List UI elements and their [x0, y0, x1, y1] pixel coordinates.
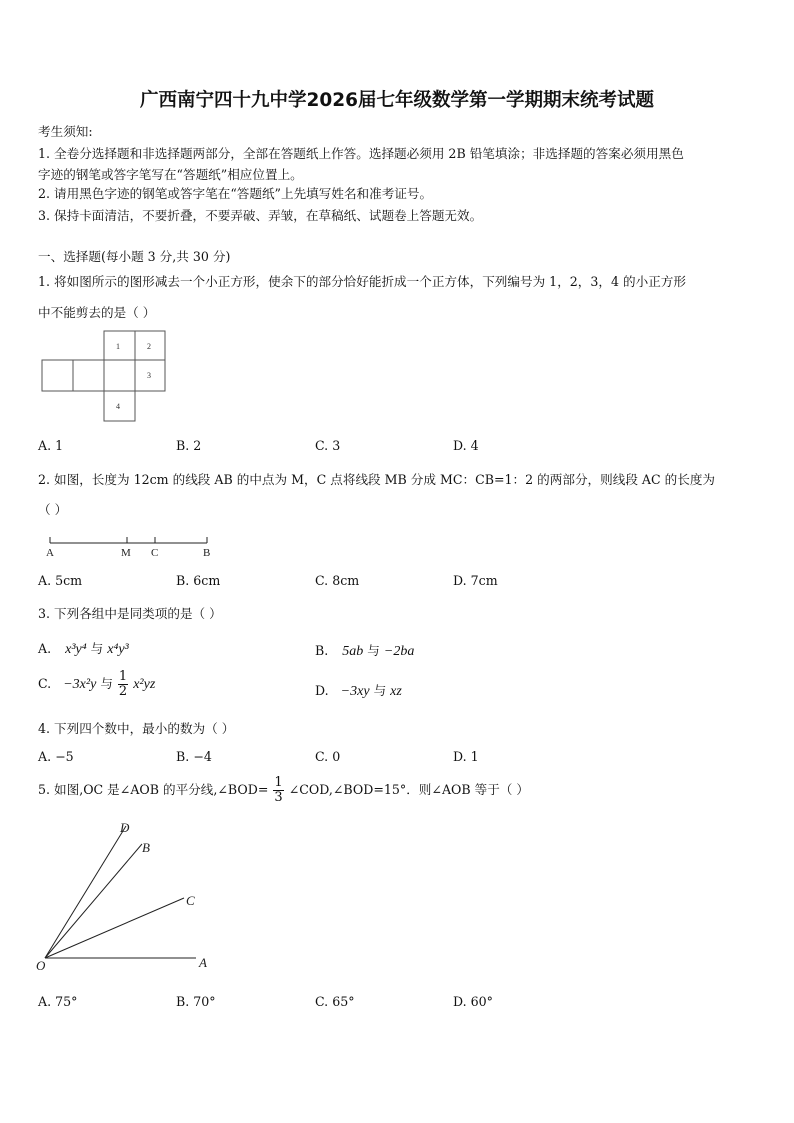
ray-ob — [45, 844, 142, 958]
q5-option-b: B. 70° — [176, 994, 216, 1009]
point-o-label: O — [36, 958, 46, 973]
segment-figure — [38, 528, 218, 560]
q3-option-c-right: x²yz — [133, 677, 156, 692]
ray-od — [45, 826, 126, 958]
net-label-1: 1 — [116, 342, 120, 351]
point-b-label: B — [203, 547, 211, 559]
q2-text-line1: 2. 如图，长度为 12cm 的线段 AB 的中点为 M，C 点将线段 MB 分成 MC：CB=1：2 的两部分，则线段 AC 的长度为 — [38, 472, 716, 487]
q3-option-b-left: 5ab — [342, 644, 364, 659]
cube-net-figure — [38, 328, 168, 424]
q1-option-b: B. 2 — [176, 438, 202, 453]
point-a-label: A — [199, 955, 207, 970]
net-square-left-2 — [73, 360, 104, 391]
point-b-label: B — [142, 840, 150, 855]
q3-option-d-label: D. — [315, 683, 329, 698]
q5-text-part1: 5. 如图,OC 是∠AOB 的平分线,∠BOD= — [38, 782, 269, 797]
q5-text-part2: ∠COD,∠BOD=15°．则∠AOB 等于（ ） — [288, 782, 529, 797]
q1-option-c: C. 3 — [315, 438, 341, 453]
point-m-label: M — [121, 547, 131, 559]
q1-text-line2: 中不能剪去的是（ ） — [38, 305, 156, 320]
q3-text: 3. 下列各组中是同类项的是（ ） — [38, 606, 222, 621]
q5-option-a: A. 75° — [38, 994, 78, 1009]
net-square-left-1 — [42, 360, 73, 391]
net-label-3: 3 — [147, 371, 151, 380]
q2-option-a: A. 5cm — [38, 573, 83, 588]
q5-option-c: C. 65° — [315, 994, 355, 1009]
fraction-denominator: 3 — [274, 790, 283, 805]
q3-option-b — [315, 640, 414, 660]
q4-option-d: D. 1 — [453, 749, 479, 764]
angle-figure — [34, 816, 224, 976]
q2-option-d: D. 7cm — [453, 573, 498, 588]
q3-option-a — [38, 638, 129, 658]
note-line-1b: 字迹的钢笔或答字笔写在“答题纸”相应位置上。 — [38, 167, 303, 182]
q3-option-d-conj: 与 — [373, 683, 387, 698]
q2-text-line2: （ ） — [38, 502, 68, 517]
q5-text — [38, 776, 529, 805]
q1-option-d: D. 4 — [453, 438, 479, 453]
fraction-denominator: 2 — [118, 684, 128, 699]
q3-option-d — [315, 680, 402, 700]
q2-option-b: B. 6cm — [176, 573, 221, 588]
point-d-label: D — [120, 820, 130, 835]
fraction-numerator: 1 — [274, 775, 283, 790]
note-line-1: 1. 全卷分选择题和非选择题两部分，全部在答题纸上作答。选择题必须用 2B 铅笔填涂；非选择题的答案必须用黑色 — [38, 146, 684, 161]
point-a-label: A — [46, 547, 54, 559]
q4-option-b: B. −4 — [176, 749, 212, 764]
q3-option-a-conj: 与 — [90, 641, 104, 656]
q3-option-d-left: −3xy — [340, 684, 370, 699]
q3-option-b-conj: 与 — [367, 643, 380, 658]
point-c-label: C — [186, 893, 195, 908]
notes-heading: 考生须知: — [38, 124, 93, 139]
q5-option-d: D. 60° — [453, 994, 493, 1009]
q3-option-a-right: x⁴y³ — [107, 642, 129, 657]
q1-option-a: A. 1 — [38, 438, 64, 453]
net-square-center — [104, 360, 135, 391]
q2-option-c: C. 8cm — [315, 573, 360, 588]
fraction-numerator: 1 — [118, 669, 128, 684]
q3-option-a-label: A. — [38, 641, 52, 656]
note-line-2: 2. 请用黑色字迹的钢笔或答字笔在“答题纸”上先填写姓名和准考证号。 — [38, 186, 433, 201]
q4-option-c: C. 0 — [315, 749, 341, 764]
q3-option-d-right: xz — [390, 684, 402, 699]
q1-text-line1: 1. 将如图所示的图形减去一个小正方形，使余下的部分恰好能折成一个正方体，下列编号为 1，2，3，4 的小正方形 — [38, 274, 686, 289]
point-c-label: C — [151, 547, 159, 559]
q3-option-c-conj: 与 — [100, 676, 113, 691]
q3-option-c-left: −3x²y — [63, 677, 97, 692]
q4-option-a: A. −5 — [38, 749, 74, 764]
q3-option-b-right: −2ba — [383, 644, 415, 659]
q3-option-c — [38, 670, 155, 699]
ray-oc — [45, 898, 184, 958]
net-label-4: 4 — [116, 402, 120, 411]
q3-option-a-left: x³y⁴ — [65, 642, 87, 657]
page-title: 广西南宁四十九中学2026届七年级数学第一学期期末统考试题 — [140, 90, 654, 111]
q4-text: 4. 下列四个数中，最小的数为（ ） — [38, 721, 235, 736]
section-heading: 一、选择题(每小题 3 分,共 30 分) — [38, 249, 231, 264]
q5-fraction — [273, 776, 283, 805]
net-label-2: 2 — [147, 342, 151, 351]
note-line-3: 3. 保持卡面清洁，不要折叠，不要弄破、弄皱，在草稿纸、试题卷上答题无效。 — [38, 208, 483, 223]
q3-option-b-label: B. — [315, 643, 329, 658]
q3-option-c-label: C. — [38, 676, 52, 691]
q3-option-c-fraction — [118, 670, 128, 699]
